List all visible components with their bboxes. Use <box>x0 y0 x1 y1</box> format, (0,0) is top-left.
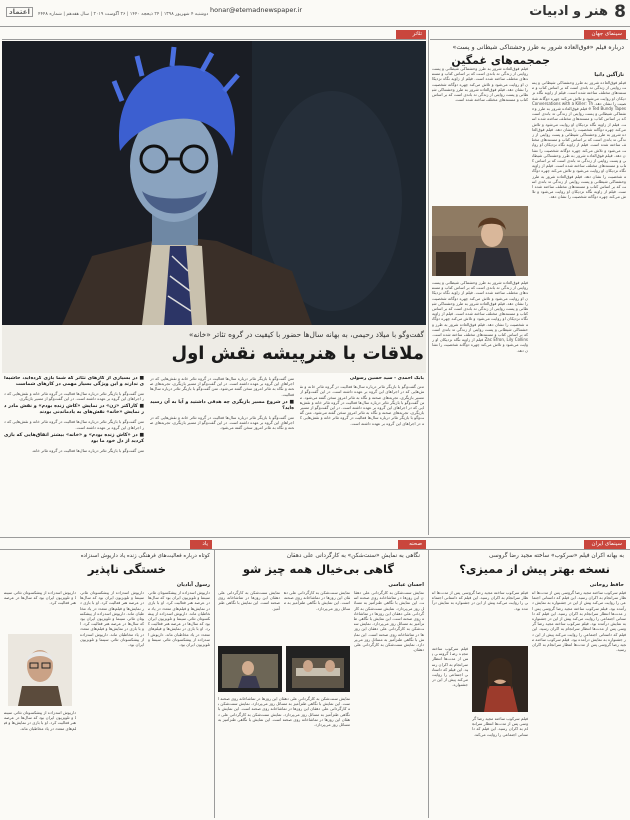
email[interactable]: honar@etemadnewspaper.ir <box>210 6 303 14</box>
cinema-kicker: به بهانه اکران فیلم «سرکوب» ساخته مجید رضا گروسی <box>489 553 624 559</box>
stage-body-col2: نمایش سنت‌شکن به کارگردانی علی دهقان این روزها در تماشاخانه روی صحنه است. این نمایش با نگاهی طنزآمیز به مسائل روز می‌پردازد. <box>284 590 350 611</box>
interview-body-col2: متن گفت‌وگو با بازیگر تئاتر درباره سال‌ها فعالیت در گروه تئاتر خانه و نقش‌هایی که در اجراهای این گروه بر عهده داشته است. در این گفت‌وگو از مسیر بازیگری، تجربه‌های صحنه و نگاه به تئاتر امروز سخن گفته می‌شود. متن گفت‌وگو با بازیگر تئاتر درباره سال‌ها فعالیت. ■ در شروع مسیر بازیگری چه هدفی داشتید و آیا به آن رسیده‌اید؟ متن گفت‌وگو با بازیگر تئاتر درباره سال‌ها فعالیت در گروه تئاتر خانه و نقش‌هایی که در اجراهای این گروه بر عهده داشته است. در این گفت‌وگو از مسیر بازیگری، تجربه‌های صحنه و نگاه به تئاتر امروز سخن گفته می‌شود. <box>150 376 294 431</box>
dateline: دوشنبه ۴ شهریور ۱۳۹۸ | ۲۴ ذیحجه ۱۴۴۰ | ۲۶ آگوست ۲۰۱۹ | سال هفدهم | شماره ۴۴۴۸ <box>38 12 209 17</box>
pull-quote-4: ■ در «کاش زنده بودم» و «خانه» بیشتر اتفاق‌هایی که بازی کردید از دل خود ما بود <box>4 432 144 444</box>
section-tag-stage: صحنه <box>398 540 426 549</box>
stage-body-col1: نمایش سنت‌شکن به کارگردانی علی دهقان این روزها در تماشاخانه روی صحنه است. این نمایش با نگاهی طنزآمیز به مسائل روز می‌پردازد. نمایش سنت‌شکن به کارگردانی علی دهقان این روزها در تماشاخانه روی صحنه است. این نمایش با نگاهی طنزآمیز به مسائل روز می‌پردازد. نمایش سنت‌شکن به کارگردانی علی دهقان این روزها در تماشاخانه روی صحنه است. این نمایش با نگاهی طنزآمیز به مسائل روز می‌پردازد. نمایش سنت‌شکن به کارگردانی علی دهقان. <box>354 590 424 653</box>
pull-quote-3: ■ کاراکتر «زن» در نمایش «کاش زنده بودم» و نقش مادر در نمایش «خانه» نقش‌های به یادماندنی بودند <box>4 404 144 416</box>
pull-quote-1: ■ در بسیاری از کارهای تئاتر که شما بازی کرده‌اید، حاشیه‌ای ندارند و این ویژگی بسیار مهمی در کارهای شماست <box>4 376 144 387</box>
cinema-author: حافظ روحانی <box>589 582 624 588</box>
interview-body-col3: ■ در بسیاری از کارهای تئاتر که شما بازی کرده‌اید، حاشیه‌ای ندارند و این ویژگی بسیار مهمی در کارهای شماست متن گفت‌وگو با بازیگر تئاتر درباره سال‌ها فعالیت در گروه تئاتر خانه و نقش‌هایی که در اجراهای این گروه بر عهده داشته است. در این گفت‌وگو از مسیر بازیگری. ■ کاراکتر «زن» در نمایش «کاش زنده بودم» و نقش مادر در نمایش «خانه» نقش‌های به یادماندنی بودند متن گفت‌وگو با بازیگر تئاتر درباره سال‌ها فعالیت در گروه تئاتر خانه و نقش‌هایی که در اجراهای این گروه بر عهده داشته است. ■ در «کاش زنده بودم» و «خانه» بیشتر اتفاق‌هایی که بازی کردید از دل خود ما بود متن گفت‌وگو با بازیگر تئاتر درباره سال‌ها فعالیت در گروه تئاتر خانه. <box>4 376 144 453</box>
actor-photo <box>2 41 426 325</box>
stage-body-col3: نمایش سنت‌شکن به کارگردانی علی دهقان این روزها در تماشاخانه روی صحنه است. این نمایش با نگاهی طنزآمیز. <box>218 590 280 611</box>
cinema-body-col1: فیلم سرکوب ساخته مجید رضا گروسی پس از مدت‌ها انتظار سرانجام به اکران رسید. این فیلم که داستانی اجتماعی را روایت می‌کند پیش از این در جشنواره به نمایش درآمده بود. فیلم سرکوب ساخته مجید رضا گروسی پس از مدت‌ها انتظار سرانجام به اکران رسید. این فیلم که داستانی اجتماعی را روایت می‌کند پیش از این در جشنواره به نمایش درآمده بود. فیلم سرکوب ساخته مجید رضا گروسی پس از مدت‌ها انتظار سرانجام به اکران رسید. این فیلم که داستانی اجتماعی را روایت می‌کند پیش از این در جشنواره به نمایش درآمده بود. فیلم سرکوب ساخته مجید رضا گروسی پس از مدت‌ها انتظار سرانجام به اکران رسید. <box>532 590 626 653</box>
memorial-body-col4: داریوش اسدزاده از پیشکسوتان تئاتر، سینما و تلویزیون ایران بود که سال‌ها در عرصه هنر فعالیت کرد. او با بازی در نمایش‌ها و فیلم‌های متعدد در یاد مخاطبان ماند. <box>4 710 76 731</box>
stage-kicker: نگاهی به نمایش «سنت‌شکن» به کارگردانی علی دهقان <box>286 553 420 559</box>
memorial-author: رسول آبادیان <box>176 582 210 588</box>
right-author: نازآگین دانیا <box>594 72 624 78</box>
section-tag-world-cinema: سینمای جهان <box>584 30 626 39</box>
memorial-body-col3: داریوش اسدزاده از پیشکسوتان تئاتر، سینما و تلویزیون ایران بود که سال‌ها در عرصه هنر فعالیت کرد. <box>4 590 76 606</box>
masthead <box>0 0 630 28</box>
cinema-title: نسخه بهتر پیش از ممیزی؟ <box>459 562 610 576</box>
cinema-photo <box>472 646 528 712</box>
interview-body-col1: بابک احمدی - سید حسین رسولی متن گفت‌وگو با بازیگر تئاتر درباره سال‌ها فعالیت در گروه تئاتر خانه و نقش‌هایی که در اجراهای این گروه بر عهده داشته است. در این گفت‌وگو از مسیر بازیگری، تجربه‌های صحنه و نگاه به تئاتر امروز سخن گفته می‌شود. متن گفت‌وگو با بازیگر تئاتر درباره سال‌ها فعالیت در گروه تئاتر خانه و نقش‌هایی که در اجراهای این گروه بر عهده داشته است. در این گفت‌وگو از مسیر بازیگری، تجربه‌های صحنه و نگاه به تئاتر امروز سخن گفته می‌شود. متن گفت‌وگو با بازیگر تئاتر درباره سال‌ها فعالیت در گروه تئاتر خانه و نقش‌هایی که در اجراهای این گروه بر عهده داشته است. <box>300 376 424 426</box>
right-body-col3: فیلم فوق‌العاده شرور به طرز وحشتناکی شیطانی و پست روایتی از زندگی تد باندی است که بر اساس کتاب و مستندهای مختلف ساخته شده است. فیلم از زاویه نگاه نزدیکان او روایت می‌شود و تلاش می‌کند چهره دوگانه شخصیت را نشان دهد. فیلم فوق‌العاده شرور به طرز وحشتناکی شیطانی و پست روایتی از زندگی تد باندی است که بر اساس کتاب و مستندهای مختلف ساخته شده است. فیلم از زاویه نگاه نزدیکان او روایت می‌شود و تلاش می‌کند چهره دوگانه شخصیت را نشان دهد. فیلم فوق‌العاده شرور به طرز وحشتناکی شیطانی و پست روایتی از زندگی تد باندی است که بر اساس کتاب و مستندهای مختلف ساخته شده است. Zac Efron, Lily Collins فیلم از زاویه نگاه نزدیکان او روایت می‌شود و تلاش می‌کند چهره دوگانه شخصیت را نشان دهد. <box>432 280 528 353</box>
section-title: هنر و ادبیات <box>529 4 608 19</box>
right-title: جمجمه‌های غمگین <box>451 54 550 67</box>
page-number: 8 <box>614 2 626 22</box>
stage-body-col4: نمایش سنت‌شکن به کارگردانی علی دهقان این روزها در تماشاخانه روی صحنه است. این نمایش با نگاهی طنزآمیز به مسائل روز می‌پردازد. نمایش سنت‌شکن به کارگردانی علی دهقان این روزها در تماشاخانه روی صحنه است. این نمایش با نگاهی طنزآمیز به مسائل روز می‌پردازد. نمایش سنت‌شکن به کارگردانی علی دهقان این روزها در تماشاخانه روی صحنه است. این نمایش با نگاهی طنزآمیز به مسائل روز می‌پردازد. <box>218 696 350 728</box>
cinema-body-col4: فیلم سرکوب ساخته مجید رضا گروسی پس از مدت‌ها انتظار سرانجام به اکران رسید. این فیلم که داستانی اجتماعی را روایت می‌کند. <box>472 716 528 737</box>
pull-quote-2: ■ در شروع مسیر بازیگری چه هدفی داشتید و آیا به آن رسیده‌اید؟ <box>150 399 294 411</box>
right-body-col1: فیلم فوق‌العاده شرور به طرز وحشتناکی شیطانی و پست روایتی از زندگی تد باندی است که بر اساس کتاب و مستندهای مختلف ساخته شده است. فیلم از زاویه نگاه نزدیکان او روایت می‌شود و تلاش می‌کند چهره دوگانه شخصیت را نشان دهد. Conversations with a Killer: The Ted Bundy Tapes فیلم فوق‌العاده شرور به طرز وحشتناکی شیطانی و پست روایتی از زندگی تد باندی است که بر اساس کتاب و مستندهای مختلف ساخته شده است. فیلم از زاویه نگاه نزدیکان او روایت می‌شود و تلاش می‌کند چهره دوگانه شخصیت را نشان دهد. فیلم فوق‌العاده شرور به طرز وحشتناکی شیطانی و پست روایتی از زندگی تد باندی است که بر اساس کتاب و مستندهای مختلف ساخته شده است. فیلم از زاویه نگاه نزدیکان او روایت می‌شود و تلاش می‌کند چهره دوگانه شخصیت را نشان دهد. فیلم فوق‌العاده شرور به طرز وحشتناکی شیطانی و پست روایتی از زندگی تد باندی است که بر اساس کتاب و مستندهای مختلف ساخته شده است. فیلم از زاویه نگاه نزدیکان او روایت می‌شود و تلاش می‌کند چهره دوگانه شخصیت را نشان دهد. فیلم فوق‌العاده شرور به طرز وحشتناکی شیطانی و پست روایتی از زندگی تد باندی است که بر اساس کتاب و مستندهای مختلف ساخته شده است. فیلم از زاویه نگاه نزدیکان او روایت می‌شود و تلاش می‌کند چهره دوگانه شخصیت را نشان دهد. <box>532 80 626 200</box>
right-body-col2: فیلم فوق‌العاده شرور به طرز وحشتناکی شیطانی و پست روایتی از زندگی تد باندی است که بر اساس کتاب و مستندهای مختلف ساخته شده است. فیلم از زاویه نگاه نزدیکان او روایت می‌شود و تلاش می‌کند چهره دوگانه شخصیت را نشان دهد. فیلم فوق‌العاده شرور به طرز وحشتناکی شیطانی و پست روایتی از زندگی تد باندی است که بر اساس کتاب و مستندهای مختلف ساخته شده است. <box>432 66 528 103</box>
hero-title: ملاقات با هنرپیشه نقش اول <box>171 343 424 364</box>
section-tag-iran-cinema: سینمای ایران <box>584 540 626 549</box>
newspaper-logo: اعتماد <box>6 7 33 17</box>
cinema-body-col2: فیلم سرکوب ساخته مجید رضا گروسی پس از مدت‌ها انتظار سرانجام به اکران رسید. این فیلم که داستانی اجتماعی را روایت می‌کند پیش از این در جشنواره به نمایش درآمده بود. <box>432 590 528 611</box>
byline: بابک احمدی - سید حسین رسولی <box>349 376 424 381</box>
memorial-title: خستگی ناپذیر <box>87 562 166 576</box>
memorial-body-col1: داریوش اسدزاده از پیشکسوتان تئاتر، سینما و تلویزیون ایران بود که سال‌ها در عرصه هنر فعالیت کرد. او با بازی در نمایش‌ها و فیلم‌های متعدد در یاد مخاطبان ماند. داریوش اسدزاده از پیشکسوتان تئاتر، سینما و تلویزیون ایران بود که سال‌ها در عرصه هنر فعالیت کرد. او با بازی در نمایش‌ها و فیلم‌های متعدد در یاد مخاطبان ماند. داریوش اسدزاده از پیشکسوتان تئاتر، سینما و تلویزیون ایران بود. <box>148 590 210 648</box>
memorial-body-col2: داریوش اسدزاده از پیشکسوتان تئاتر، سینما و تلویزیون ایران بود که سال‌ها در عرصه هنر فعالیت کرد. او با بازی در نمایش‌ها و فیلم‌های متعدد در یاد مخاطبان ماند. داریوش اسدزاده از پیشکسوتان تئاتر، سینما و تلویزیون ایران بود که سال‌ها در عرصه هنر فعالیت کرد. او با بازی در نمایش‌ها و فیلم‌های متعدد در یاد مخاطبان ماند. داریوش اسدزاده از پیشکسوتان تئاتر، سینما و تلویزیون ایران بود. <box>80 590 144 648</box>
stage-photo-1 <box>286 646 350 692</box>
memorial-kicker: کوتاه درباره فعالیت‌های فرهنگی زنده یاد داریوش اسدزاده <box>80 553 210 559</box>
cinema-body-col3: فیلم سرکوب ساخته مجید رضا گروسی پس از مدت‌ها انتظار سرانجام به اکران رسید. این فیلم که داستانی اجتماعی را روایت می‌کند پیش از این در جشنواره. <box>432 646 468 688</box>
section-tag-theatre: تئاتر <box>396 30 426 39</box>
stage-author: احسان عباسی <box>388 582 424 588</box>
stage-photo-2 <box>218 646 282 692</box>
stage-title: گاهی بی‌خیال همه چیز شو <box>242 562 394 576</box>
section-tag-memorial: یاد <box>190 540 212 549</box>
right-kicker: درباره فیلم «فوق‌العاده شرور به طرز وحشتناکی شیطانی و پست» <box>452 44 624 51</box>
hero-kicker: گفت‌وگو با میلاد رحیمی، به بهانه سال‌ها حضور با کیفیت در گروه تئاتر «خانه» <box>188 330 424 339</box>
film-still-photo <box>432 206 528 276</box>
memorial-portrait <box>8 634 72 706</box>
